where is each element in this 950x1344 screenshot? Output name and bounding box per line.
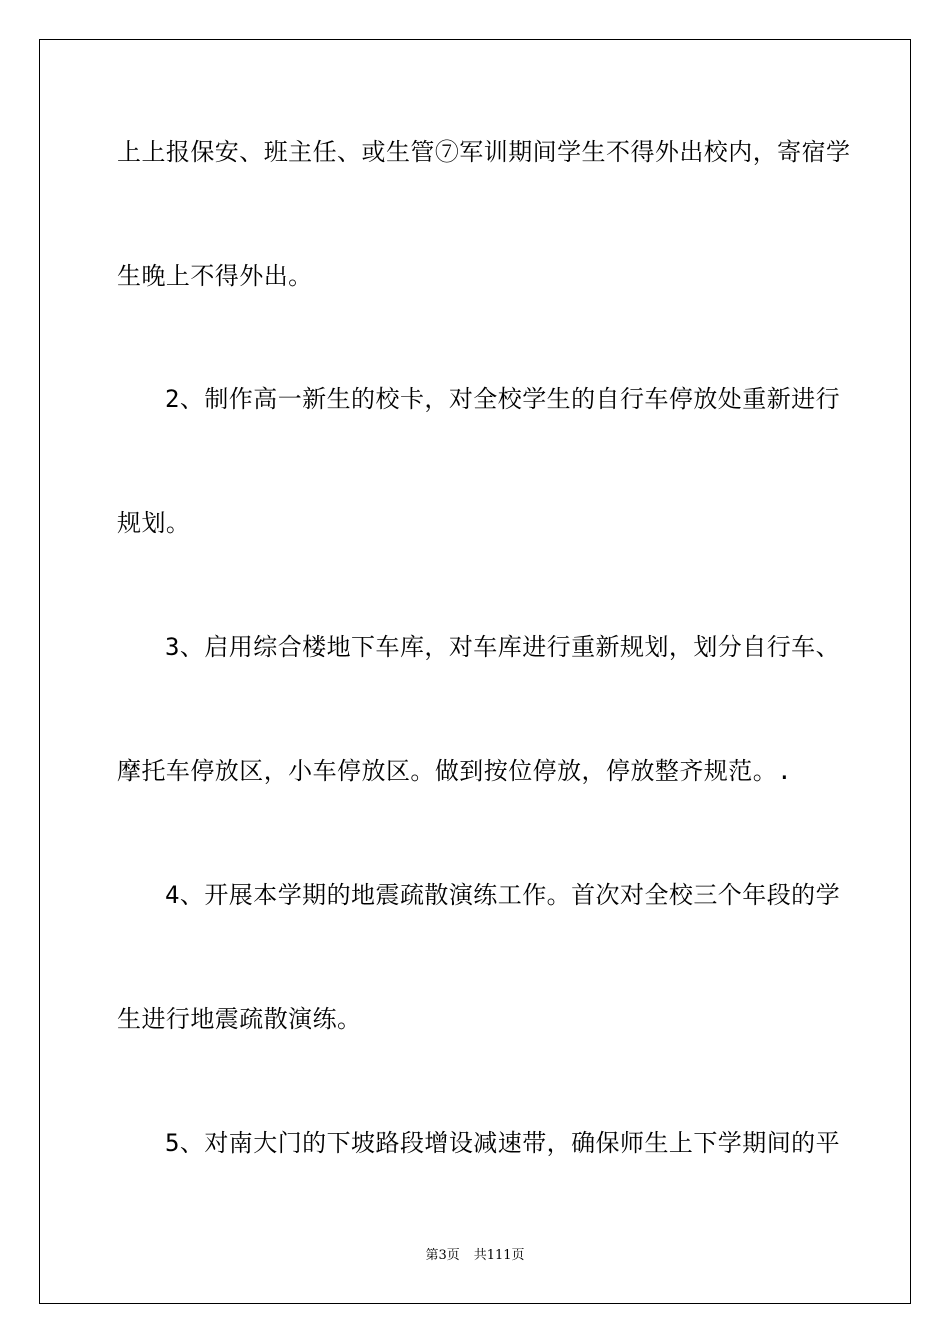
page-border <box>39 39 911 1304</box>
text-line: 3、启用综合楼地下车库，对车库进行重新规划，划分自行车、 <box>165 633 841 661</box>
text-line: 生进行地震疏散演练。 <box>117 1005 362 1033</box>
page-number: 第3页 <box>425 1248 460 1263</box>
text-line: 生晚上不得外出。 <box>117 262 313 290</box>
text-line: 4、开展本学期的地震疏散演练工作。首次对全校三个年段的学 <box>165 881 841 909</box>
text-line: 5、对南大门的下坡路段增设减速带，确保师生上下学期间的平 <box>165 1129 841 1157</box>
page-footer <box>0 1248 950 1264</box>
text-line: 2、制作高一新生的校卡，对全校学生的自行车停放处重新进行 <box>165 385 841 413</box>
page-total: 共111页 <box>473 1248 525 1263</box>
text-line: 规划。 <box>117 509 191 537</box>
text-line: 摩托车停放区，小车停放区。做到按位停放，停放整齐规范。. <box>117 757 793 785</box>
text-line: 上上报保安、班主任、或生管⑦军训期间学生不得外出校内，寄宿学 <box>117 138 851 166</box>
